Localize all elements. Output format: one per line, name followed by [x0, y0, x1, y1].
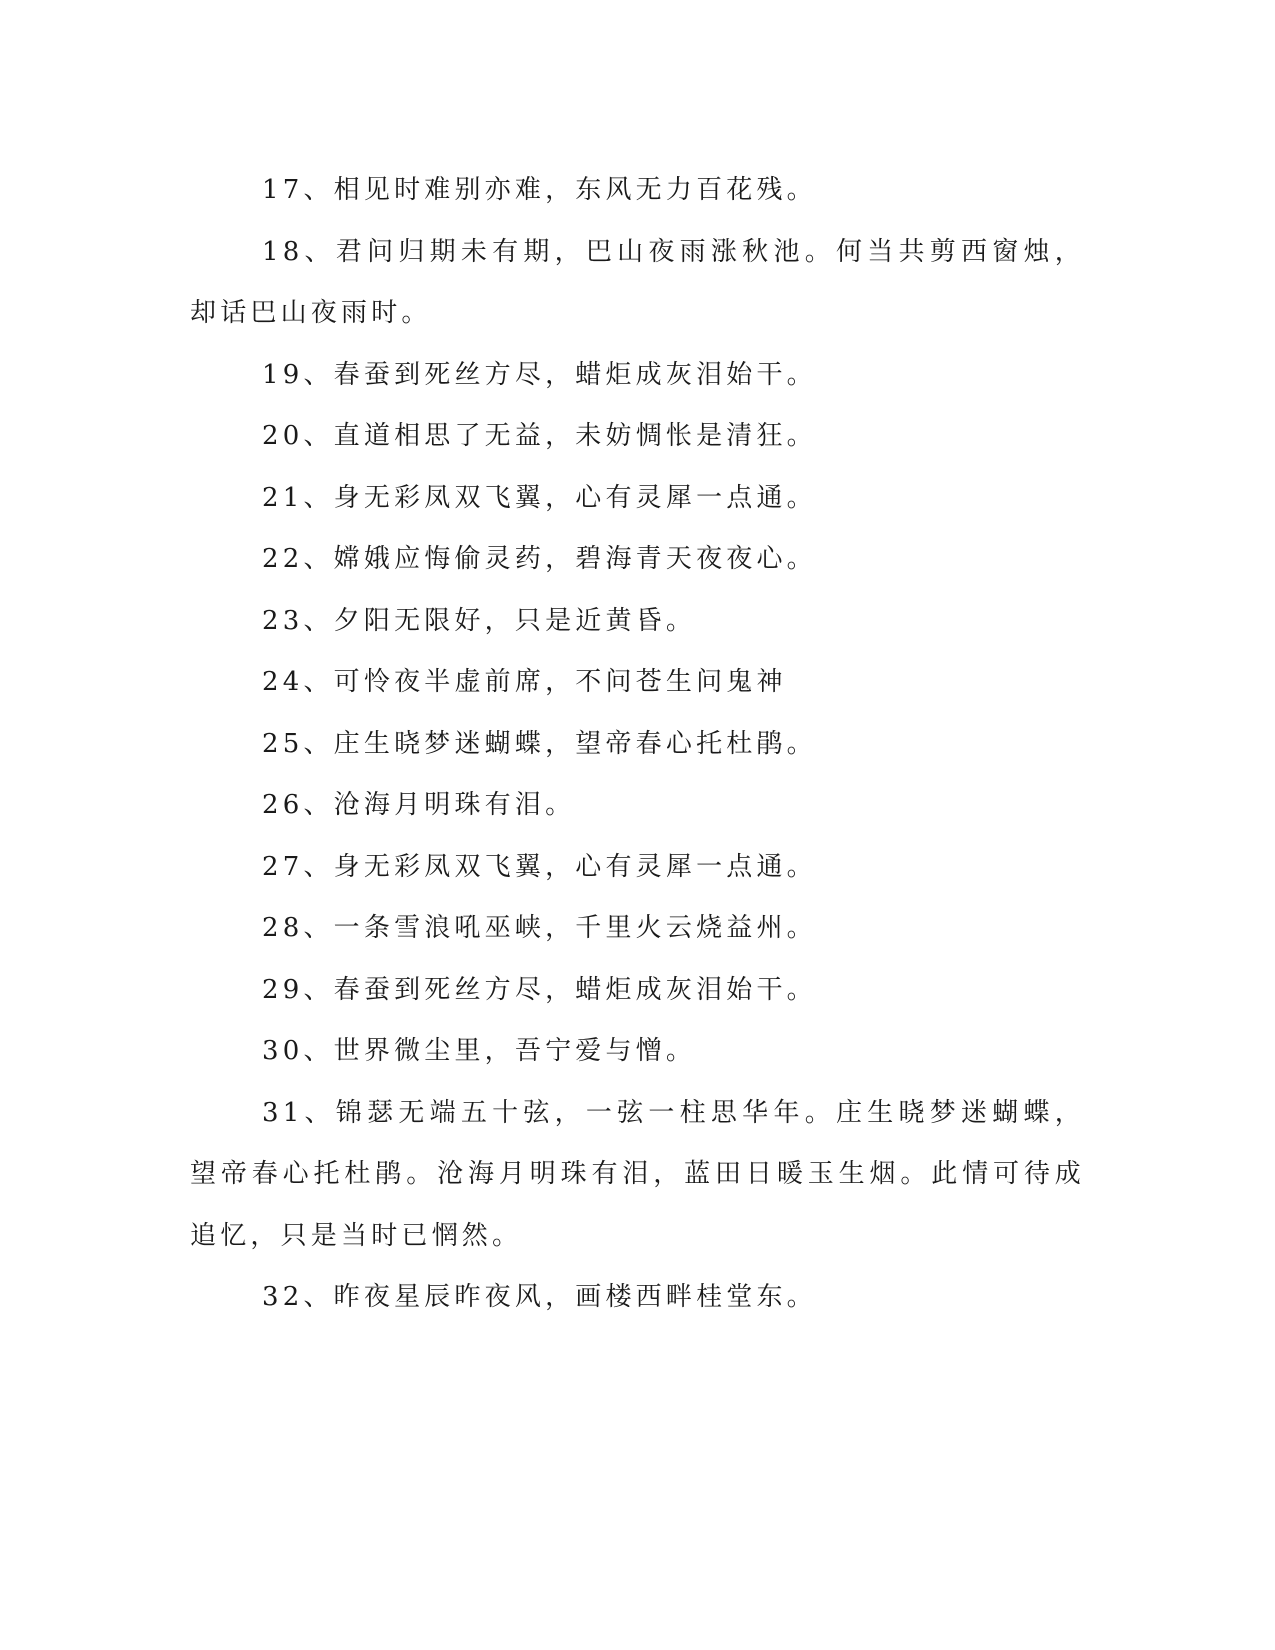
- document-body: [190, 160, 1085, 1329]
- paragraph-19: 19、春蚕到死丝方尽，蜡炬成灰泪始干。: [262, 359, 817, 390]
- paragraph-22: 22、嫦娥应悔偷灵药，碧海青天夜夜心。: [262, 544, 817, 574]
- paragraph-28: 28、一条雪浪吼巫峡，千里火云烧益州。: [262, 913, 817, 943]
- paragraph-26: 26、沧海月明珠有泪。: [262, 790, 576, 820]
- paragraph-21: 21、身无彩凤双飞翼，心有灵犀一点通。: [262, 482, 817, 513]
- paragraph-27: 27、身无彩凤双飞翼，心有灵犀一点通。: [262, 851, 817, 882]
- paragraph-18: 18、君问归期未有期，巴山夜雨涨秋池。何当共剪西窗烛，却话巴山夜雨时。: [190, 236, 1085, 328]
- paragraph-17: 17、相见时难别亦难，东风无力百花残。: [262, 175, 817, 205]
- paragraph-24: 24、可怜夜半虚前席，不问苍生问鬼神: [262, 667, 787, 697]
- paragraph-20: 20、直道相思了无益，未妨惆怅是清狂。: [262, 421, 817, 451]
- paragraph-25: 25、庄生晓梦迷蝴蝶，望帝春心托杜鹃。: [262, 728, 817, 759]
- paragraph-30: 30、世界微尘里，吾宁爱与憎。: [262, 1036, 697, 1066]
- paragraph-23: 23、夕阳无限好，只是近黄昏。: [262, 605, 697, 636]
- paragraph-32: 32、昨夜星辰昨夜风，画楼西畔桂堂东。: [262, 1282, 817, 1312]
- paragraph-31: 31、锦瑟无端五十弦，一弦一柱思华年。庄生晓梦迷蝴蝶，望帝春心托杜鹃。沧海月明珠有泪，蓝田日暖玉生烟。此情可待成追忆，只是当时已惘然。: [190, 1097, 1085, 1251]
- paragraph-29: 29、春蚕到死丝方尽，蜡炬成灰泪始干。: [262, 974, 817, 1005]
